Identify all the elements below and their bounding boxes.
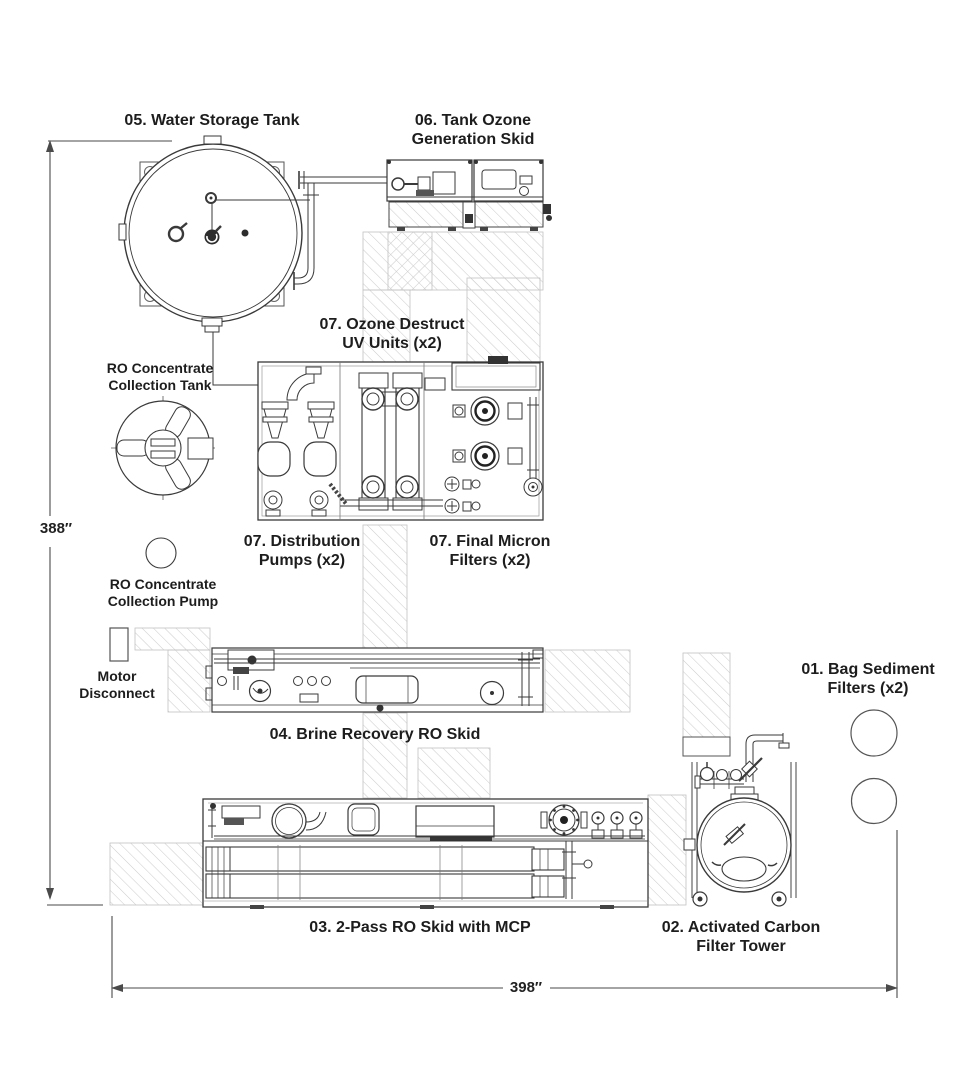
brine-recovery-ro-skid-drawing	[206, 648, 543, 712]
activated-carbon-filter-tower-drawing	[684, 733, 796, 906]
label-distribution-pumps: 07. Distribution Pumps (x2)	[243, 533, 361, 569]
bolted-flange-icon	[549, 805, 579, 835]
uv-units-skid-drawing	[258, 356, 543, 520]
label-water-storage-tank: 05. Water Storage Tank	[124, 112, 300, 129]
ro-concentrate-collection-pump-drawing	[146, 538, 176, 568]
tank-to-uv-skid-pipe	[213, 332, 261, 385]
label-tank-ozone-generation-skid: 06. Tank Ozone Generation Skid	[411, 112, 535, 148]
label-bag-sediment-filters: 01. Bag Sediment Filters (x2)	[801, 661, 935, 697]
motor-disconnect-drawing	[110, 628, 128, 661]
dimension-width-value: 398″	[506, 979, 546, 996]
label-final-micron-filters: 07. Final Micron Filters (x2)	[429, 533, 551, 569]
ro-concentrate-collection-tank-drawing	[111, 396, 215, 500]
label-two-pass-ro-skid: 03. 2-Pass RO Skid with MCP	[309, 919, 531, 936]
mcp-panel	[416, 806, 494, 837]
ozone-generation-skid-drawing	[387, 160, 552, 231]
two-pass-ro-skid-drawing	[203, 799, 648, 909]
dimension-height-value: 388″	[36, 520, 76, 537]
bag-sediment-filters-drawing	[851, 710, 897, 824]
water-storage-tank-drawing	[119, 136, 302, 332]
label-brine-recovery-ro-skid: 04. Brine Recovery RO Skid	[269, 726, 481, 743]
label-ro-concentrate-collection-tank: RO Concentrate Collection Tank	[106, 360, 214, 393]
carbon-tower-tray	[683, 737, 730, 756]
label-activated-carbon-filter-tower: 02. Activated Carbon Filter Tower	[661, 919, 821, 955]
label-motor-disconnect: Motor Disconnect	[79, 668, 155, 701]
label-ro-concentrate-collection-pump: RO Concentrate Collection Pump	[107, 576, 219, 609]
label-ozone-destruct-uv-units: 07. Ozone Destruct UV Units (x2)	[319, 316, 465, 352]
